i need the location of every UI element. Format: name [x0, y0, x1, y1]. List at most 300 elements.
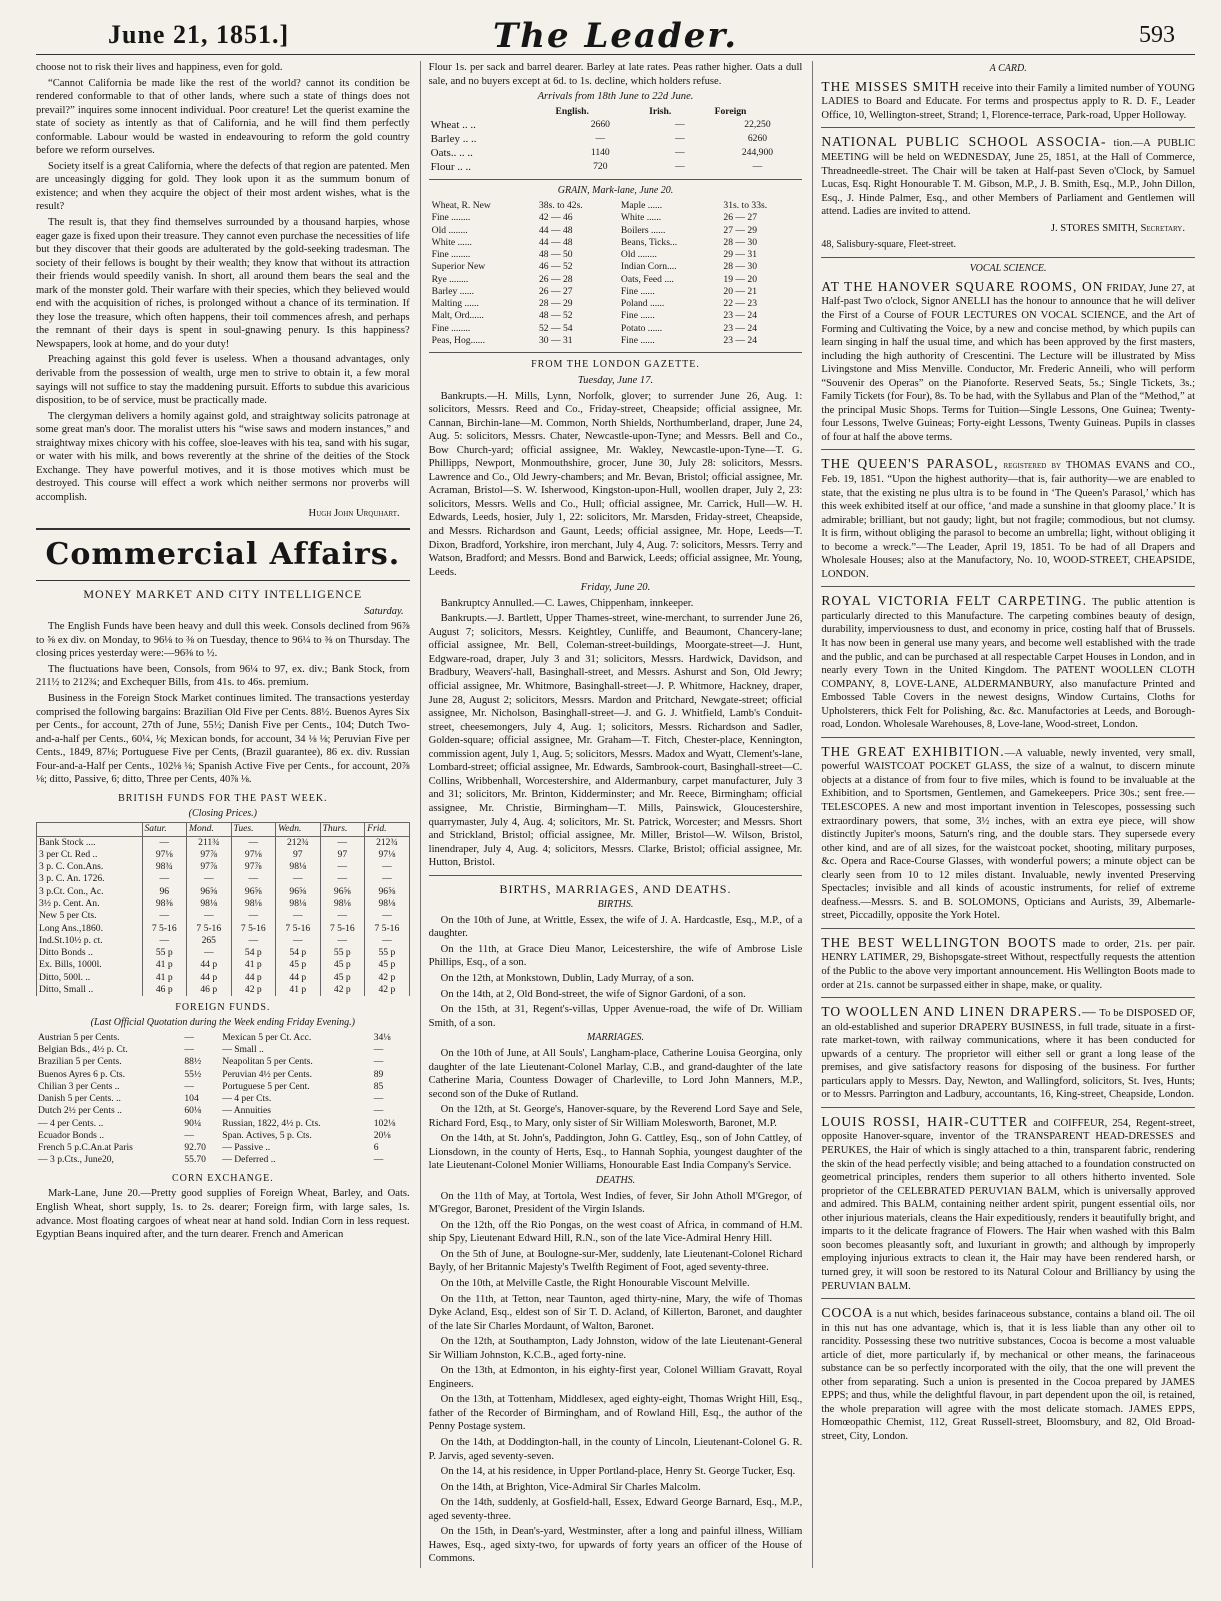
table-row [36, 1081, 410, 1093]
table-cell: 7 5-16 [142, 923, 187, 935]
ad-misses-smith [821, 78, 1195, 123]
ad-text: To be DISPOSED OF, an old-established and superior DRAPERY BUSINESS, in full trade, situate in a first-rate market-town, with railway communications, where it has been conducted for upwards of a century. The proprietor will either sell or grant a long lease of the premises, and give satisfactory reasons for disposing of the business. For further particulars apply to Messrs. Day, Newton, and Wallingford, solicitors, St. Ives, Hunts; or to Messrs. Parrington and Ladbury, accountants, 16, King-street, Cheapside, London. [821, 1008, 1196, 1101]
paragraph: On the 11th of May, at Tortola, West Indies, of fever, Sir John Atholl M'Gregor, of M'Gregor, Baronet, President of the Virgin Islands. [428, 1190, 803, 1216]
table-cell: Danish 5 per Cents. .. [38, 1093, 121, 1105]
grain-table [429, 200, 803, 347]
divider [821, 127, 1195, 128]
table-cell: — [276, 935, 321, 947]
table-cell: — [675, 132, 685, 144]
table-cell: 98⅛ [187, 898, 232, 910]
ad-text: —A valuable, newly invented, very small, powerful WAISTCOAT POCKET GLASS, the size of a walnut, to discern minute objects at a distance of from four to five miles, which is found to be invaluable at the Exhibition, and to Sportsmen, Gentlemen, and Gamekeepers. Price 30s.; sent free.—TELESCOPES. A new and most important invention in Telescopes, possessing such extraordinary powers, that some, 3½ inches, with an extra eye piece, will show distinctly Jupiter's moons, Saturn's ring, and the double stars. They supersede every other kind, and are of all sizes, for the waistcoat pocket, shooting, military purposes, &c. Opera and Race-Course Glasses, with wonderful powers; a minute object can be clearly seen from 10 to 12 miles distant. Invaluable, newly invented Preserving Spectacles; invisible and all kinds of acoustic instruments, for relief of extreme deafness.—Messrs. S. and B. SOLOMONS, Opticians and Aurists, 39, Albemarle-street, Piccadilly, opposite the York Hotel. [821, 747, 1196, 922]
table-cell: Ditto, Small .. [37, 984, 143, 996]
table-cell: 20⅛ [373, 1129, 391, 1141]
table-cell: — 4 per Cents. .. [38, 1117, 104, 1129]
gazette-title: FROM THE LONDON GAZETTE. [531, 359, 700, 371]
table-cell: English. [555, 105, 589, 117]
table-cell: Peas, Hog...... [431, 334, 485, 346]
table-cell: 212¾ [365, 836, 410, 849]
ad-lead: THE GREAT EXHIBITION. [821, 743, 1005, 759]
table-cell: Rye ........ [431, 273, 469, 285]
ad-text: HENRY LATIMER, 29, Bishopsgate-street Without, respectfully requests the attention of the Public to the above very important announcement. His Wellington Boots made to order at 21s. cannot be surpassed either in shape, make, or quality. [821, 952, 1196, 991]
table-cell: 98⅜ [142, 898, 187, 910]
table-cell: 29 — 31 [723, 249, 757, 261]
table-cell: — [142, 910, 187, 922]
paragraph: choose not to risk their lives and happiness, even for gold. [36, 62, 283, 73]
gazette-friday: Friday, June 20. [580, 582, 651, 594]
table-cell: 98¾ [142, 861, 187, 873]
paragraph: Bankrupts.—J. Bartlett, Upper Thames-street, wine-merchant, to surrender June 26, August 7; solicitors, Messrs. Keightley, Cunliffe, and Beaumont, Chancery-lane; official assignee, Mr. Bell, Coleman-street-buildings, Moorgate-street—J. Hunt, Edgware-road, draper, July 3 and 31; solicitors, Messrs. Hardwick, Davidson, and Bradbury, Weavers'-hall, Basinghall-street, and Messrs. Ashurst and Son, Old Jewry; official assignee, Mr. Whitmore, Basinghall-street—J. P. Whitmore, Hackney, draper, June 28, August 2; solicitors, Messrs. Mardon and Pritchard, Newgate-street; official assignee, Mr. Nicholson, Basinghall-street—J. and G. J. Whitfield, Lamb's Conduit-street, cheesemongers, July 4, Aug. 1; solicitors, Messrs. Richardson and Sadler, Golden-square; official assignee, Mr. Graham—T. Fitch, Chester-place, Kennington, commission agent, July 1, Aug. 5; solicitors, Messrs. Madox and Wyatt, Clement's-lane, Lombard-street; official assignee, Mr. Edwards, Sambrook-court, Basinghall-street—C. Collins, Wribbenhall, Worcestershire, and Aldermanbury, carpet manufacturer, July 3 and 31; solicitors, Mr. Brinton, Kidderminster; and Mr. Reece, Birmingham; official assignee, Mr. Christie, Birmingham—T. Mills, Painswick, Gloucestershire, quarrymaster, July 4, Aug. 4; solicitors, Mr. St. Patrick, Worcester; and Messrs. Short and Strickland, Bristol; official assignee, Mr. Miller, Bristol—W. Wilson, Bristol, linendraper, July 4, Aug. 4; solicitors, Messrs. Clarke, Bristol; official assignee, Mr. Hutton, Bristol. [428, 613, 803, 869]
table-cell: 55.70 [184, 1154, 206, 1166]
divider [821, 997, 1195, 998]
table-row [36, 1142, 410, 1154]
table-cell: 97⅞ [231, 861, 276, 873]
ad-lead: THE MISSES SMITH [821, 78, 960, 94]
money-day: Saturday. [364, 605, 404, 617]
paragraph: On the 14th, at Doddington-hall, in the county of Lincoln, Lieutenant-Colonel G. R. P. Jarvis, aged seventy-seven. [428, 1437, 803, 1462]
card-title: A CARD. [989, 63, 1027, 74]
ad-great-exhibition [821, 743, 1195, 923]
paragraph: On the 14th, at Brighton, Vice-Admiral Sir Charles Malcolm. [440, 1481, 701, 1493]
table-cell: Oats.. .. .. [430, 147, 473, 160]
column-2 [420, 61, 803, 1568]
table-cell: — [373, 1154, 384, 1166]
table-row [429, 146, 803, 160]
paragraph: Preaching against this gold fever is useless. When a thousand advantages, only derivable from the possession of wealth, urge men to strive to obtain it, a few moral sayings will not suffice to stay the maddening pursuit. Efforts to subdue this avaricious disposition, to be of service, must be practically made. [36, 354, 410, 407]
deaths-sub: DEATHS. [595, 1174, 636, 1186]
ad-text: The public attention is particularly directed to this Manufacture. The carpeting combines beauty of design, durability, imperviousness to dust, and economy in price, costing half that of Brussels. It has now been in general use many years, and become well established with the trade and the public, and can be purchased at all respectable Carpet Houses in London, and in nearly every Town in the United Kingdom. The PATENT WOOLLEN CLOTH COMPANY, 8, LOVE-LANE, ALDERMANBURY, also manufacture Printed and Embossed Table Covers in the newest designs, Window Curtains, Cloths for Upholsterers, thick Felt for Polishing, &c. &c. Manufactories at Leeds, and Borough-road, London. Wholesale Warehouses, 8, Love-lane, Wood-street, London. [821, 597, 1196, 731]
paragraph: Flour 1s. per sack and barrel dearer. Barley at late rates. Peas rather higher. Oats a dull sale, and no buyers except at 6d. to 1s. decline, which holders refuse. [428, 62, 803, 87]
table-row [429, 212, 803, 224]
ad-woollen-drapers [821, 1003, 1195, 1102]
table-cell: 30 — 31 [539, 334, 573, 346]
table-cell: French 5 p.C.An.at Paris [38, 1142, 133, 1154]
paragraph: On the 11th, at Grace Dieu Manor, Leicestershire, the wife of Ambrose Lisle Phillips, Esq., of a son. [428, 943, 803, 969]
table-cell: Poland ...... [620, 298, 665, 310]
table-cell: Fine ........ [431, 322, 471, 334]
table-cell: Fine ...... [620, 310, 655, 322]
table-row [429, 200, 803, 212]
table-cell: — [184, 1129, 194, 1141]
table-cell: — [231, 910, 276, 922]
paragraph: Society itself is a great California, where the defects of that region are patented. Men are unceasingly digging for gold. They look upon it as the summum bonum of existence; and when they acquire the object of their most ardent wishes, what is the result? [36, 160, 410, 213]
table-cell: 96⅝ [187, 886, 232, 898]
arrivals-title: Arrivals from 18th June to 22d June. [537, 91, 694, 103]
section-title: Commercial Affairs. [36, 528, 410, 581]
table-cell: 97 [276, 849, 321, 861]
table-cell: 6260 [747, 132, 768, 144]
table-row [37, 972, 410, 984]
table-cell: White ...... [431, 236, 472, 248]
paragraph: The English Funds have been heavy and dull this week. Consols declined from 96⅞ to ⅝ ex div. on Monday, to 96⅛ to ⅜ on Tuesday, thence to 96¼ to ⅜ on Thursday. The closing prices yesterday were:—96⅜ to ½. [36, 621, 410, 660]
paragraph: On the 13th, at Edmonton, in his eighty-first year, Colonel William Gravatt, Royal Engineers. [428, 1365, 803, 1390]
table-cell: Indian Corn.... [620, 261, 677, 273]
table-row [37, 923, 410, 935]
paragraph: The result is, that they find themselves surrounded by a thousand harpies, whose eager gaze is fixed upon their treasure. They cannot even purchase the necessities of life but they discover that their goods are adulterated by the gold-seeking tradesman. The society of their fellows is bought by their wealth; they know that without its attraction their friends would speedily vanish. In short, all around them bears the seal and the mark of the monster gold. Their warfare with their species, which they believed would end with the acquisition of riches, is prolonged without a chance of its termination. If they lose the treasure, which often happens, their toil commences afresh, and perhaps the remnant of their days is spent in soul-gnawing penury. Is this happiness? Newspapers, look at home, and do your duty! [36, 217, 410, 350]
table-cell: 45 p [320, 959, 365, 971]
ad-text: tion.—A PUBLIC MEETING will be held on WEDNESDAY, June 25, 1851, at the Hall of Commerce, Threadneedle-street. The Chair will be taken at Half-past Seven o'Clock, by Samuel Lucas, Esq. Right Honourable T. M. Gibson, M.P., J. B. Smith, Esq., M.P., John Dillon, Esq., J. Hinde Palmer, Esq., and other Members of Parliament and Gentlemen will attend. Ladies are invited to attend. [821, 138, 1196, 218]
table-cell: 98⅛ [320, 898, 365, 910]
table-cell: — [231, 836, 276, 849]
table-row [37, 836, 410, 849]
table-cell: — [320, 836, 365, 849]
table-cell: Neapolitan 5 per Cents. [222, 1056, 313, 1068]
table-cell: 3 per Ct. Red .. [37, 849, 143, 861]
table-cell: Superior New [431, 261, 486, 273]
table-row [37, 959, 410, 971]
ad-felt-carpeting [821, 592, 1195, 731]
table-cell: Ex. Bills, 1000l. [37, 959, 143, 971]
vocal-title: VOCAL SCIENCE. [969, 263, 1047, 275]
table-cell: Barley .. .. [430, 132, 477, 145]
table-cell: 98⅛ [231, 898, 276, 910]
table-cell: — [187, 947, 232, 959]
table-cell: 44 p [276, 972, 321, 984]
table-cell: Brazilian 5 per Cents. [38, 1056, 122, 1068]
funds-subtitle: (Closing Prices.) [188, 807, 257, 819]
table-cell: 52 — 54 [539, 322, 573, 334]
table-cell: Portuguese 5 per Cent. [222, 1080, 310, 1092]
ad-text: FRIDAY, June 27, at Half-past Two o'clock, Signor ANELLI has the honour to announce that he will deliver the First of a Course of FOUR LECTURES ON VOCAL SCIENCE, and the Art of Forming and Cultivating the Voice, by a new and concise method, by which pupils can learn singing in half the usual time, and which has been approved by the first masters, including the high authority of Crescentini. The Lecture will be illustrated by Miss Livingstone and Miss Menville. Conductor, Mr. Frederic Anneili, who will perform “Souvenir des Operas” on the Pianoforte. Reserved Seats, 5s.; Single Tickets, 3s.; Family Tickets (for Four), 8s. To be had, with the Syllabus and Plan of the “Method,” at the principal Music Shops. Terms for Tuition—Single Lessons, One Guinea; Twenty-four Lessons, Twelve Guineas; Forty-eight Lessons, Twenty Guineas. Pupils in classes of four at half the above terms. [821, 282, 1196, 443]
paragraph: The fluctuations have been, Consols, from 96¼ to 97, ex. div.; Bank Stock, from 211½ to 212¾; and Exchequer Bills, from 41s. to 46s. premium. [36, 663, 410, 689]
table-cell: 28 — 29 [539, 298, 573, 310]
table-cell: — [373, 1056, 384, 1068]
table-cell: 3½ p. Cent. An. [37, 898, 143, 910]
arrivals-table [429, 106, 803, 175]
table-cell: 46 p [142, 984, 187, 996]
divider [429, 875, 803, 876]
table-cell [37, 823, 143, 836]
table-cell: 2660 [590, 118, 610, 130]
paragraph: Mark-Lane, June 20.—Pretty good supplies of Foreign Wheat, Barley, and Oats. English Wheat, short supply, 1s. to 2s. dearer; Foreign firm, with large sales, 1s. advance. Most floating cargoes of wheat near at hand sold. Indian Corn in less request. Egyptian Beans inquired after, and the turn dearer. French and American [36, 1188, 410, 1241]
table-cell: Barley ...... [431, 285, 475, 297]
table-cell: 98⅛ [276, 861, 321, 873]
table-cell: — [675, 161, 685, 173]
table-row [429, 225, 803, 237]
table-cell: — [365, 935, 410, 947]
table-cell: 3 p.Ct. Con., Ac. [37, 886, 143, 898]
table-cell: — [142, 935, 187, 947]
table-cell: Maple ...... [620, 200, 663, 212]
table-row [37, 873, 410, 885]
table-cell: 23 — 24 [723, 310, 757, 322]
table-cell: 98⅛ [276, 898, 321, 910]
table-cell: — [231, 935, 276, 947]
table-cell: — [320, 935, 365, 947]
table-row [429, 323, 803, 335]
marriages-sub: MARRIAGES. [587, 1032, 644, 1044]
paragraph: On the 10th of June, at Writtle, Essex, the wife of J. A. Hardcastle, Esq., M.P., of a daughter. [428, 914, 803, 940]
table-cell: 96 [142, 886, 187, 898]
table-cell: 6 [373, 1142, 379, 1154]
paragraph: On the 14th, suddenly, at Gosfield-hall, Essex, Edward George Barnard, Esq., M.P., aged seventy-three. [428, 1497, 803, 1522]
table-cell: 42 p [231, 984, 276, 996]
table-cell: Foreign [714, 105, 747, 117]
ad-text: is a nut which, besides farinaceous substance, contains a bland oil. The oil in this nut has one advantage, which is, that it is less liable than any other oil to rancidity. Possessing these two nutritive substances, Cocoa is become a most valuable article of diet, more particularly if, by mechanical or other means, the farinaceous substance can be so perfectly incorporated with the oily, that the one will prevent the other from separating. Such a union is presented in the Cocoa prepared by JAMES EPPS; and thus, while the delightful flavour, in part dependent upon the oil, is retained, the whole preparation will agree with the most delicate stomach. JAMES EPPS, Homœopathic Chemist, 112, Great Russell-street, Bloomsbury, and 82, Old Broad-street, City, London. [821, 1309, 1196, 1442]
table-cell: 20 — 21 [723, 285, 757, 297]
table-cell: 7 5-16 [320, 923, 365, 935]
paragraph: “Cannot California be made like the rest of the world? cannot its condition be rendered conformable to that of other lands, where such a state of things does not prevail?” inquires some innocent individual. Poor creature! Let the querist examine the state of society as intently as that of California, and he will find them perfectly conformable. Labour would be wasted in endeavouring to reform the gold country before we reform ourselves. [36, 77, 410, 157]
table-cell: Frid. [365, 823, 410, 836]
table-row [37, 935, 410, 947]
paragraph: On the 14th, at St. John's, Paddington, John G. Cattley, Esq., son of John Cattley, of Lionsdown, in the county of Herts, Esq., to Hannah Sophia, youngest daughter of the late Lieutenant-Colonel Monier Williams, Honourable East India Company's Service. [428, 1133, 803, 1172]
table-cell: 3 p. C. An. 1726. [37, 873, 143, 885]
table-cell: — [373, 1105, 384, 1117]
paragraph: On the 12th, at St. George's, Hanover-square, by the Reverend Lord Saye and Sele, Richard Ford, Esq., to Mary, only sister of Sir William Molesworth, Baronet, M.P. [428, 1104, 803, 1129]
column-3 [812, 61, 1195, 1568]
table-row [37, 861, 410, 873]
table-row [36, 1118, 410, 1130]
table-cell: 7 5-16 [365, 923, 410, 935]
table-cell: 22,250 [744, 118, 771, 130]
table-cell: — [320, 910, 365, 922]
table-cell: Thurs. [320, 823, 365, 836]
table-cell: Belgian Bds., 4½ p. Ct. [38, 1043, 128, 1055]
table-cell: 22 — 23 [723, 298, 757, 310]
paragraph: On the 15th, at 31, Regent's-villas, Upper Avenue-road, the wife of Dr. William Smith, of a son. [428, 1004, 803, 1029]
table-cell: 44 p [231, 972, 276, 984]
paragraph: On the 14, at his residence, in Upper Portland-place, Henry St. George Tucker, Esq. [440, 1466, 796, 1478]
table-cell: Old ........ [431, 224, 468, 236]
table-cell: 26 — 27 [539, 285, 573, 297]
table-cell: 97⅛ [231, 849, 276, 861]
table-cell: — [187, 873, 232, 885]
ad-address: 48, Salisbury-square, Fleet-street. [821, 239, 957, 251]
table-cell: 23 — 24 [723, 334, 757, 346]
divider [821, 257, 1195, 258]
table-cell: Peruvian 4½ per Cents. [222, 1068, 313, 1080]
table-row [429, 132, 803, 146]
table-cell: 31s. to 33s. [723, 200, 768, 212]
table-cell: 55 p [320, 947, 365, 959]
ad-lead: NATIONAL PUBLIC SCHOOL ASSOCIA- [821, 134, 1107, 150]
corn-title: CORN EXCHANGE. [171, 1172, 274, 1184]
table-row [37, 898, 410, 910]
ad-made: made to order, 21s. per pair. [1062, 938, 1196, 950]
table-cell: 44 — 48 [539, 236, 573, 248]
table-cell: Span. Actives, 5 p. Cts. [222, 1129, 312, 1141]
table-cell: Fine ........ [431, 249, 471, 261]
table-cell: 54 p [276, 947, 321, 959]
table-row [36, 1069, 410, 1081]
ad-text: COIFFEUR, 254, Regent-street, opposite Hanover-square, inventor of the TRANSPARENT HEAD-DRESSES and PERUKES, the Hair of which is singly attached to a thin, transparent fabric, rendering the skin of the head perfectly visible; and being attached to a foundation constructed on geometrical principles, renders them superior to all others hitherto invented. Sole proprietor of the CELEBRATED PERUVIAN BALM, which is universally approved and admired. This BALM, containing neither ardent spirit, pungent essential oils, nor other injurious materials, cleans the Hair expeditiously, renders it beautifully bright, and imparts to it the delicate fragrance of Flowers. The Hair when washed with this Balm soon becomes pleasantly soft, and luxuriant in growth; and although by improperly employing injurious extracts to clean it, the Hair may have been rendered harsh, or turned grey, it will soon be restored to its Natural Colour and Brilliancy by using the PERUVIAN BALM. [821, 1117, 1196, 1292]
births-sub: BIRTHS. [597, 899, 634, 911]
table-cell: 97 [320, 849, 365, 861]
table-cell: 23 — 24 [723, 322, 757, 334]
newspaper-title: The Leader. [492, 16, 739, 56]
table-cell: — [184, 1043, 194, 1055]
table-cell: 85 [373, 1080, 384, 1092]
table-row [37, 886, 410, 898]
paragraph: On the 15th, in Dean's-yard, Westminster, after a long and painful illness, William Hawes, Esq., aged sixty-two, for upwards of forty years an officer of the House of Commons. [428, 1526, 803, 1565]
table-row [429, 298, 803, 310]
table-cell: Wheat, R. New [431, 200, 491, 212]
table-cell: 96⅝ [276, 886, 321, 898]
table-cell: Long Ans.,1860. [37, 923, 143, 935]
ad-lead: THE BEST WELLINGTON BOOTS [821, 934, 1057, 950]
table-cell: 97⅛ [365, 849, 410, 861]
table-cell: Malt, Ord...... [431, 310, 484, 322]
table-cell: 48 — 52 [539, 310, 573, 322]
divider [821, 1298, 1195, 1299]
page-number: 593 [1139, 22, 1175, 48]
table-cell: 45 p [276, 959, 321, 971]
table-cell: 41 p [231, 959, 276, 971]
paragraph: Bankrupts.—H. Mills, Lynn, Norfolk, glover; to surrender June 26, Aug. 1: solicitors, Messrs. Reed and Co., Friday-street, Cheapside; official assignee, Mr. Cannan, Birchin-lane—M. Common, North Shields, Northumberland, draper, June 24, Aug. 5: solicitors, Messrs. Chater, Newcastle-upon-Tyne; and Messrs. Bell and Co., Bow Church-yard; official assignee, Mr. Wakley, Newcastle-upon-Tyne—T. G. Phillipps, Newport, Monmouthshire, grocer, June 30, July 28: solicitors, Messrs. Lawrence and Co., Old Jewry-chambers; and Mr. Bevan, Bristol; official assignee, Mr. Acraman, Bristol—S. W. Isherwood, Kingston-upon-Hull, woollen draper, July 2, 23: solicitors, Messrs. Wells and Co., Hull; official assignee, Mr. Carrick, Hull—W. H. Edwards, Leeds, hosier, July 1, 22: solicitors, Mr. Marsden, Friday-street, Cheapside, and Messrs. Richardson and Gaunt, Leeds; official assignee, Mr. Hope, Leeds—T. Dixon, Bradford, Yorkshire, iron merchant, July 4, Aug. 7: solicitors, Messrs. Terry and Watson, Bradford; and Messrs. Bond and Barwick, Leeds; official assignee, Mr. Young, Leeds. [428, 390, 803, 578]
table-row [429, 237, 803, 249]
paragraph: Bankruptcy Annulled.—C. Lawes, Chippenham, innkeeper. [440, 597, 694, 609]
table-cell: — Small .. [222, 1043, 264, 1055]
table-cell: 96⅝ [365, 886, 410, 898]
table-cell: Tues. [231, 823, 276, 836]
paragraph: The clergyman delivers a homily against gold, and straightway solicits patronage at some great man's door. The moralist utters his “wise saws and modern instances,” and straightway mixes chicory with his coffee, sloe-leaves with his tea, sand with his sugar, or water with his milk, and bows reverently at the shrine of the deities of the Stock Exchange. They have powerful motives, and it is those motives which must be destroyed. This course will effect a work which neither sermons nor proverbs will accomplish. [36, 410, 410, 503]
table-cell: Ditto Bonds .. [37, 947, 143, 959]
table-cell: Old ........ [620, 249, 657, 261]
table-cell: 89 [373, 1068, 384, 1080]
table-cell: 97⅞ [187, 849, 232, 861]
table-cell: Austrian 5 per Cents. [38, 1031, 120, 1043]
british-funds-table [36, 822, 410, 996]
table-cell: 34⅛ [373, 1031, 391, 1043]
foreign-funds-table [36, 1032, 410, 1167]
table-cell: Wheat .. .. [430, 118, 476, 131]
table-row [429, 286, 803, 298]
table-cell: Mexican 5 per Ct. Acc. [222, 1031, 312, 1043]
table-row [37, 984, 410, 996]
ad-national-school [821, 133, 1195, 218]
table-cell: 244,900 [741, 146, 774, 158]
ad-text: THOMAS EVANS and CO., Feb. 19, 1851. “Upon the highest authority—that is, fair authority—we are enabled to state, that the existing ne plus ultra is to be found in ‘The Queen's Parasol,’ which has this week exhibited itself at our office, ‘and made a sunshine in that gloomy place.’ It is admirable; brilliant, but not gaudy; light, but not fragile; commodious, but not clumsy. It is firm, without obliging the parasol to become an umbrella; light, without obliging it to become a wreck.”—The Leader, April 19, 1851. To be had of all Drapers and Wholesale Houses; also at the Manufactory, No. 10, WOOD-STREET, CHEAPSIDE, LONDON. [821, 460, 1196, 580]
gazette-tuesday: Tuesday, June 17. [577, 375, 654, 386]
table-cell: White ...... [620, 212, 662, 224]
table-cell: 28 — 30 [723, 261, 757, 273]
grain-title: GRAIN, Mark-lane, June 20. [557, 185, 674, 197]
table-cell: 54 p [231, 947, 276, 959]
table-cell: Fine ...... [620, 334, 655, 346]
table-cell: — [320, 861, 365, 873]
table-cell: 42 p [320, 984, 365, 996]
table-cell: 3 p. C. Con.Ans. [37, 861, 143, 873]
author-signature: Hugh John Urquhart. [308, 507, 400, 519]
ad-louis-rossi [821, 1113, 1195, 1293]
table-cell: — Passive .. [222, 1142, 271, 1154]
paragraph: On the 10th, at Melville Castle, the Right Honourable Viscount Melville. [440, 1278, 750, 1290]
divider [429, 352, 803, 353]
table-cell: Russian, 1822, 4½ p. Cts. [222, 1117, 321, 1129]
funds-title: BRITISH FUNDS FOR THE PAST WEEK. [118, 792, 328, 804]
ad-lead: ROYAL VICTORIA FELT CARPETING. [821, 593, 1088, 609]
divider [429, 179, 803, 180]
table-cell: — [373, 1043, 384, 1055]
ad-lead: AT THE HANOVER SQUARE ROOMS, ON [821, 278, 1104, 294]
ad-lead: THE QUEEN'S PARASOL, [821, 456, 999, 472]
table-cell: Flour .. .. [430, 161, 472, 174]
table-cell: — [276, 873, 321, 885]
table-row [36, 1044, 410, 1056]
table-cell: — [675, 146, 685, 158]
table-cell: 41 p [142, 972, 187, 984]
table-cell: 44 — 48 [539, 224, 573, 236]
table-cell: — [320, 873, 365, 885]
table-cell: 41 p [276, 984, 321, 996]
table-cell: 97⅛ [142, 849, 187, 861]
table-cell: Wedn. [276, 823, 321, 836]
paragraph: On the 13th, at Tottenham, Middlesex, aged eighty-eight, Thomas Wright Hill, Esq., father of the Recorder of Birmingham, and of Rowland Hill, Esq., the author of the Penny Postage system. [428, 1394, 803, 1433]
table-cell: 60⅛ [184, 1105, 202, 1117]
ad-signature: J. STORES SMITH, Secretary. [1050, 222, 1186, 234]
table-cell: 46 — 52 [539, 261, 573, 273]
ad-vocal-science [821, 278, 1195, 445]
columns [36, 61, 1195, 1568]
ad-lead: LOUIS ROSSI, HAIR-CUTTER [821, 1113, 1029, 1129]
table-cell: — [752, 161, 763, 173]
table-cell: — [675, 118, 685, 130]
table-cell: 19 — 20 [723, 273, 757, 285]
table-row [429, 249, 803, 261]
table-cell: 88½ [184, 1056, 202, 1068]
table-cell: 7 5-16 [231, 923, 276, 935]
table-cell: Irish. [649, 105, 672, 117]
table-row [36, 1154, 410, 1166]
table-row [429, 335, 803, 347]
table-cell: 28 — 30 [723, 236, 757, 248]
table-row [36, 1105, 410, 1117]
table-cell: Ecuador Bonds .. [38, 1129, 105, 1141]
table-cell: 104 [184, 1093, 199, 1105]
table-cell: — 3 p.Cts., June20, [38, 1154, 114, 1166]
table-row [37, 849, 410, 861]
table-cell: 720 [593, 161, 608, 173]
table-cell: 42 p [365, 972, 410, 984]
table-cell: Boilers ...... [620, 224, 666, 236]
table-cell: Malting ...... [431, 298, 479, 310]
table-cell: 44 p [187, 959, 232, 971]
money-heading: MONEY MARKET AND CITY INTELLIGENCE [83, 587, 363, 602]
table-cell: 211¾ [187, 836, 232, 849]
table-cell: 26 — 28 [539, 273, 573, 285]
table-cell: Beans, Ticks... [620, 236, 678, 248]
table-cell: Ind.St.10½ p. ct. [37, 935, 143, 947]
table-cell: — [373, 1093, 384, 1105]
table-cell: 46 p [187, 984, 232, 996]
paragraph: On the 10th of June, at All Souls', Langham-place, Catherine Louisa Georgina, only daughter of the late Lieutenant-Colonel Marlay, C.B., and grand-daughter of the late Catherine Maria, Countess Dowager of Charleville, to Lord John Manners, M.P., second son of the Duke of Rutland. [428, 1048, 803, 1100]
table-cell: 42 — 46 [539, 212, 573, 224]
ad-and: and [1033, 1117, 1049, 1129]
table-cell: — [142, 836, 187, 849]
table-cell: Oats, Feed .... [620, 273, 674, 285]
table-cell: — 4 per Cts. [222, 1093, 272, 1105]
table-cell: 98⅛ [365, 898, 410, 910]
table-cell: — Deferred .. [222, 1154, 276, 1166]
ad-lead: COCOA [821, 1305, 874, 1321]
table-cell [429, 106, 554, 118]
table-cell: Buenos Ayres 6 p. Cts. [38, 1068, 126, 1080]
foreign-funds-subtitle: (Last Official Quotation during the Week ending Friday Evening.) [90, 1016, 355, 1028]
table-cell: 55½ [184, 1068, 202, 1080]
table-cell: — [365, 861, 410, 873]
table-cell: 265 [187, 935, 232, 947]
divider [821, 449, 1195, 450]
table-cell: Ditto, 500l. .. [37, 972, 143, 984]
table-row [36, 1130, 410, 1142]
paragraph: Business in the Foreign Stock Market continues limited. The transactions yesterday comprised the following bargains: Brazilian Old Five per Cents. 88½. Buenos Ayres Six per Cents., for account, 27th of June, 55½; Danish Five per Cents., 104; Dutch Two-and-a-half per Cents., 60¼, ⅛; Mexican bonds, for account, 34 ⅛ ⅛; Peruvian Five per Cents., 1849, 87⅛; Portuguese Five per Cents, (Brazil guarantee), 86 ex. div. Russian Four-and-a-Half per Cents., 102⅛ ⅛; Spanish Active Five per Cents., for account, 20⅞ ⅛; ditto, Passive, 6; ditto, Three per Cents, 40⅞ ⅛. [36, 692, 410, 786]
table-cell: — [595, 132, 606, 144]
table-cell: 44 p [187, 972, 232, 984]
table-cell: — Annuities [222, 1105, 272, 1117]
paragraph: On the 12th, at Monkstown, Dublin, Lady Murray, of a son. [440, 973, 694, 985]
divider [821, 737, 1195, 738]
table-cell: 102⅛ [373, 1117, 396, 1129]
table-cell: 26 — 27 [723, 212, 757, 224]
